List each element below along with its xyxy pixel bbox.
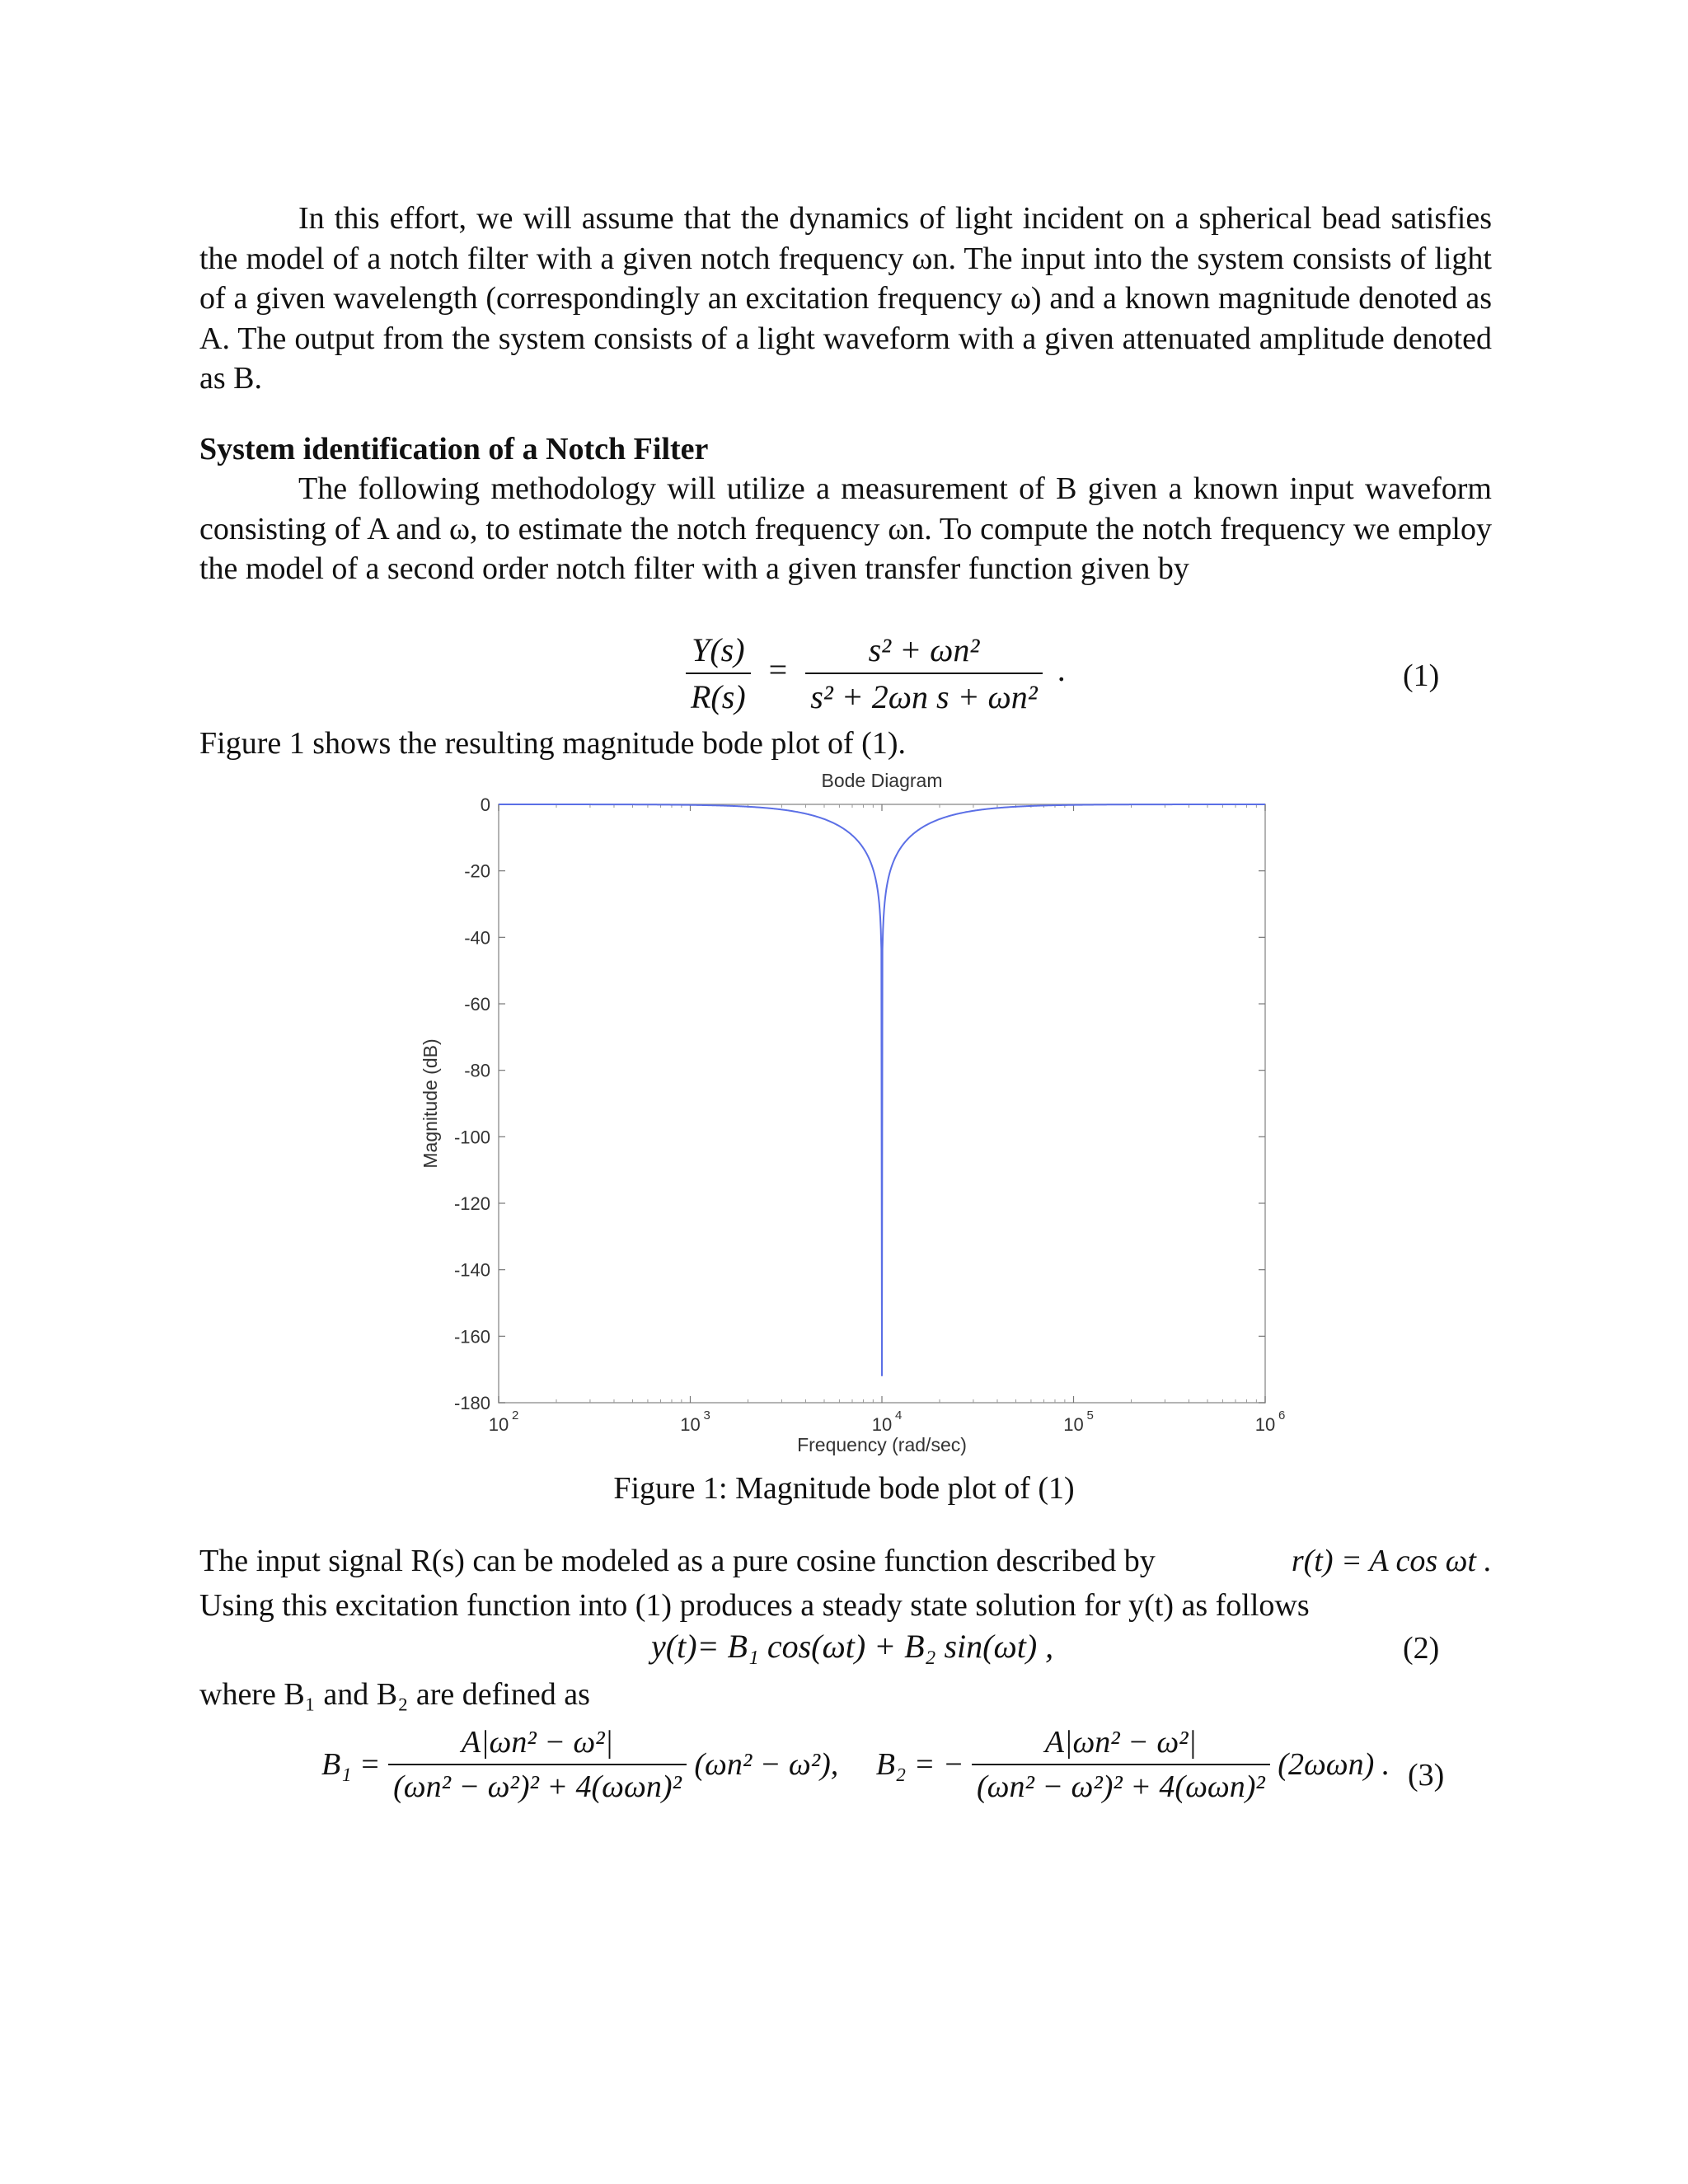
eq1-lhs-den: R(s) [686, 673, 751, 716]
figure-intro: Figure 1 shows the resulting magnitude bode plot of (1). [199, 726, 906, 761]
y-tick-label: -160 [453, 1326, 490, 1347]
eq1-rhs-num: s² + ωn² [868, 631, 980, 668]
section-paragraph: The following methodology will utilize a measurement of B given a known input waveform consisting of A and ω, to estimate the notch frequency ωn. To compute the notch frequency we employ the model of a second order notch filter with a given transfer function given by [199, 471, 1492, 586]
eq1-equals: = [768, 651, 788, 689]
b2-label: B₂ = − [875, 1747, 964, 1782]
eq1-rhs-den: s² + 2ωn s + ωn² [805, 673, 1043, 716]
y-tick-label: -180 [453, 1393, 490, 1413]
eq1-period: . [1057, 651, 1066, 689]
x-tick-exponent: 4 [895, 1408, 903, 1422]
input-line-2: Using this excitation function into (1) produces a steady state solution for y(t) as follows [199, 1588, 1310, 1623]
y-tick-label: -100 [453, 1127, 490, 1148]
x-axis-label: Frequency (rad/sec) [797, 1434, 967, 1455]
eq3-number: (3) [1408, 1758, 1445, 1793]
x-tick-exponent: 2 [512, 1408, 519, 1422]
section-heading: System identification of a Notch Filter [199, 432, 709, 466]
magnitude-curve [499, 804, 1265, 1376]
y-axis-label: Magnitude (dB) [420, 1038, 441, 1169]
bode-plot [396, 762, 1302, 1471]
y-tick-label: -140 [453, 1259, 490, 1281]
x-tick-label: 10 [871, 1414, 893, 1435]
y-tick-label: 0 [480, 794, 490, 815]
x-tick-exponent: 3 [703, 1408, 710, 1422]
eq1-lhs-num: Y(s) [692, 631, 745, 668]
y-axis [454, 794, 1265, 1413]
input-line-1-equation: r(t) = A cos ωt . [1291, 1544, 1492, 1578]
x-tick-label: 10 [680, 1414, 701, 1435]
eq2-number: (2) [1403, 1631, 1440, 1666]
b1-label: B₁ = [321, 1747, 381, 1782]
x-axis [489, 804, 1286, 1435]
x-tick-label: 10 [488, 1414, 509, 1435]
y-tick-label: -20 [464, 860, 490, 882]
intro-paragraph: In this effort, we will assume that the dynamics of light incident on a spherical bead satisfies the model of a notch filter with a given notch frequency ωn. The input into the system consists of light of a given wavelength (correspondingly an excitation frequency ω) and a known magnitude denoted as A. The output from the system consists of a light waveform with a given attenuated amplitude denoted as B. [199, 201, 1492, 396]
b1-tail: (ωn² − ω²), [694, 1747, 839, 1782]
figure-caption: Figure 1: Magnitude bode plot of (1) [613, 1471, 1075, 1506]
x-tick-exponent: 5 [1086, 1408, 1094, 1422]
b1-den: (ωn² − ω²)² + 4(ωωn)² [388, 1764, 687, 1805]
x-tick-label: 10 [1254, 1414, 1276, 1435]
b1-num: A|ωn² − ω²| [461, 1725, 614, 1760]
chart-title: Bode Diagram [821, 770, 943, 791]
x-tick-label: 10 [1063, 1414, 1084, 1435]
equation-2: y(t)= B₁ cos(ωt) + B₂ sin(ωt) , [651, 1628, 1054, 1665]
eq1-lhs [686, 630, 751, 716]
b2-den: (ωn² − ω²)² + 4(ωωn)² [972, 1764, 1270, 1805]
y-tick-label: -60 [464, 994, 490, 1015]
y-tick-label: -80 [464, 1060, 490, 1081]
equation-1 [686, 630, 1066, 716]
input-line-1 [199, 1541, 1492, 1581]
y-tick-label: -120 [453, 1193, 490, 1214]
b1-fraction [388, 1724, 687, 1805]
b2-num: A|ωn² − ω²| [1044, 1725, 1197, 1760]
b2-fraction [972, 1724, 1270, 1805]
y-tick-label: -40 [464, 927, 490, 949]
eq1-number: (1) [1403, 658, 1440, 693]
input-line-1-text: The input signal R(s) can be modeled as a pure cosine function described by [199, 1544, 1156, 1578]
where-line: where B₁ and B₂ are defined as [199, 1677, 590, 1712]
equation-3 [321, 1724, 1390, 1805]
b2-tail: (2ωωn) . [1278, 1747, 1390, 1782]
eq1-rhs [805, 630, 1043, 716]
x-tick-exponent: 6 [1278, 1408, 1286, 1422]
